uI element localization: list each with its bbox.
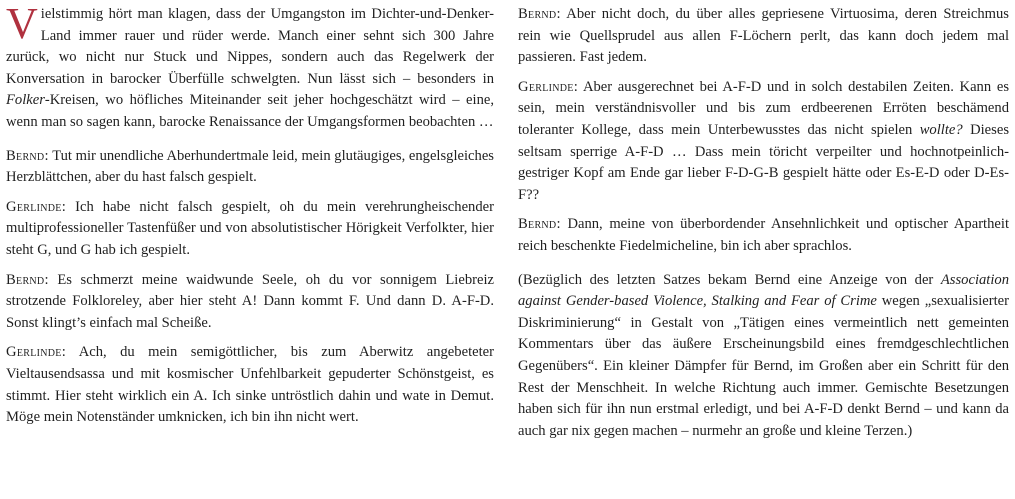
speaker-gerlinde: Gerlinde: — [518, 78, 579, 95]
speaker-gerlinde: Gerlinde: — [6, 198, 67, 215]
dialogue-text: Tut mir unendliche Aberhundertmale leid, mein glutäugiges, engelsgleiches Herzblättchen, aber du hast falsch gespielt. — [6, 147, 494, 186]
dialogue-line-3 — [6, 270, 494, 335]
intro-text-2: -Kreisen, wo höfliches Miteinander seit jeher hochgeschätzt wird – eine, wenn man so sagen kann, barocke Renaissance der Umgangsformen beobachten … — [6, 92, 494, 130]
dialogue-text-1: Aber ausgerechnet bei A-F-D und in solch destabilen Zeiten. Kann es sein, mein verständnisvoller und bis zum erdbeerenen Erröten beschämend toleranter Kollege, dass mein Unterbewusstes das nicht spielen — [518, 78, 1009, 138]
dialogue-text: Ich habe nicht falsch gespielt, oh du mein verehrungheischender multiprofessioneller Tastenfüßer und von absolutistischer Hörigkeit Verfolkter, hier steht G, und G hab ich gespielt. — [6, 198, 494, 258]
speaker-bernd: Bernd: — [6, 271, 49, 288]
speaker-bernd: Bernd: — [518, 6, 561, 22]
dialogue-line-1 — [6, 146, 494, 189]
right-column — [518, 4, 1009, 450]
left-column — [6, 0, 494, 437]
speaker-bernd: Bernd: — [518, 216, 561, 233]
dialogue-text: Aber nicht doch, du über alles gepriesene Virtuosima, deren Streichmus rein wie Quellsprudel aus allen F-Löchern perlt, das kann doch jedem mal passieren. Fast jedem. — [518, 6, 1009, 66]
dialogue-line-6 — [518, 77, 1009, 207]
dialogue-line-4 — [6, 342, 494, 428]
dialogue-emphasis: wollte? — [919, 121, 963, 138]
speaker-gerlinde: Gerlinde: — [6, 344, 67, 361]
note-text-2: wegen „sexualisierter Diskriminierung“ in Gestalt von „Tätigen eines vermeintlich nett gemeinten Kommentars über das äußere Erscheinungsbild eines fremdgeschlechtlichen Gegenübers“. Ein kleiner Dämpfer für Bernd, im Großen aber ein Schritt für den Rest der Menschheit. In welche Richtung auch immer. Gemischte Besetzungen haben sich für ihn nun erstmal erledigt, und bei A-F-D denkt Bernd – und kann da auch gar nix gegen machen – nurmehr an große und kleine Terzen.) — [518, 293, 1009, 439]
speaker-bernd: Bernd: — [6, 147, 49, 164]
dialogue-text: Ach, du mein semigöttlicher, bis zum Aberwitz angebeteter Vieltausendsassa und mit kosmischer Unfehlbarkeit gepuderter Schönstgeist, es stimmt. Hier steht wirklich ein A. Ich sinke untröstlich dahin und wate in Demut. Möge mein Notenständer umknicken, ich bin ihn nicht wert. — [6, 344, 494, 426]
dialogue-text-2: Dieses seltsam sperrige A-F-D … Dass mein töricht verpeilter und hochnotpeinlich-gestriger Kopf am Ende gar lieber F-D-G-B gespielt hätte oder Es-E-D oder D-Es-F?? — [518, 121, 1010, 203]
note-emphasis: Association against Gender-based Violence, Stalking and Fear of Crime — [518, 271, 1009, 310]
drop-cap: V — [6, 0, 38, 48]
intro-text-1: ielstimmig hört man klagen, dass der Umgangston im Dichter-und-Denker-Land immer rauer und rüder werde. Manch einer sehnt sich 300 Jahre zurück, wo nicht nur Stuck und Nippes, sondern auch das Regelwerk der Konversation in barocker Überfülle schwelgten. Nun lässt sich – besonders in — [6, 6, 494, 87]
dialogue-text: Es schmerzt meine waidwunde Seele, oh du vor sonnigem Liebreiz strotzende Folkloreley, aber hier steht A! Dann kommt F. Und dann D. A-F-D. Sonst klingt’s einfach mal Scheiße. — [6, 271, 494, 331]
dialogue-text: Dann, meine von überbordender Ansehnlichkeit und optischer Apartheit reich beschenkte Fiedelmicheline, bin ich aber sprachlos. — [518, 216, 1009, 254]
intro-paragraph — [6, 0, 494, 134]
dialogue-line-2 — [6, 197, 494, 262]
closing-note — [518, 270, 1009, 443]
note-text-1: (Bezüglich des letzten Satzes bekam Bernd eine Anzeige von der — [518, 271, 941, 288]
dialogue-line-5 — [518, 4, 1009, 69]
intro-emphasis: Folker — [6, 92, 45, 109]
dialogue-line-7 — [518, 214, 1009, 257]
